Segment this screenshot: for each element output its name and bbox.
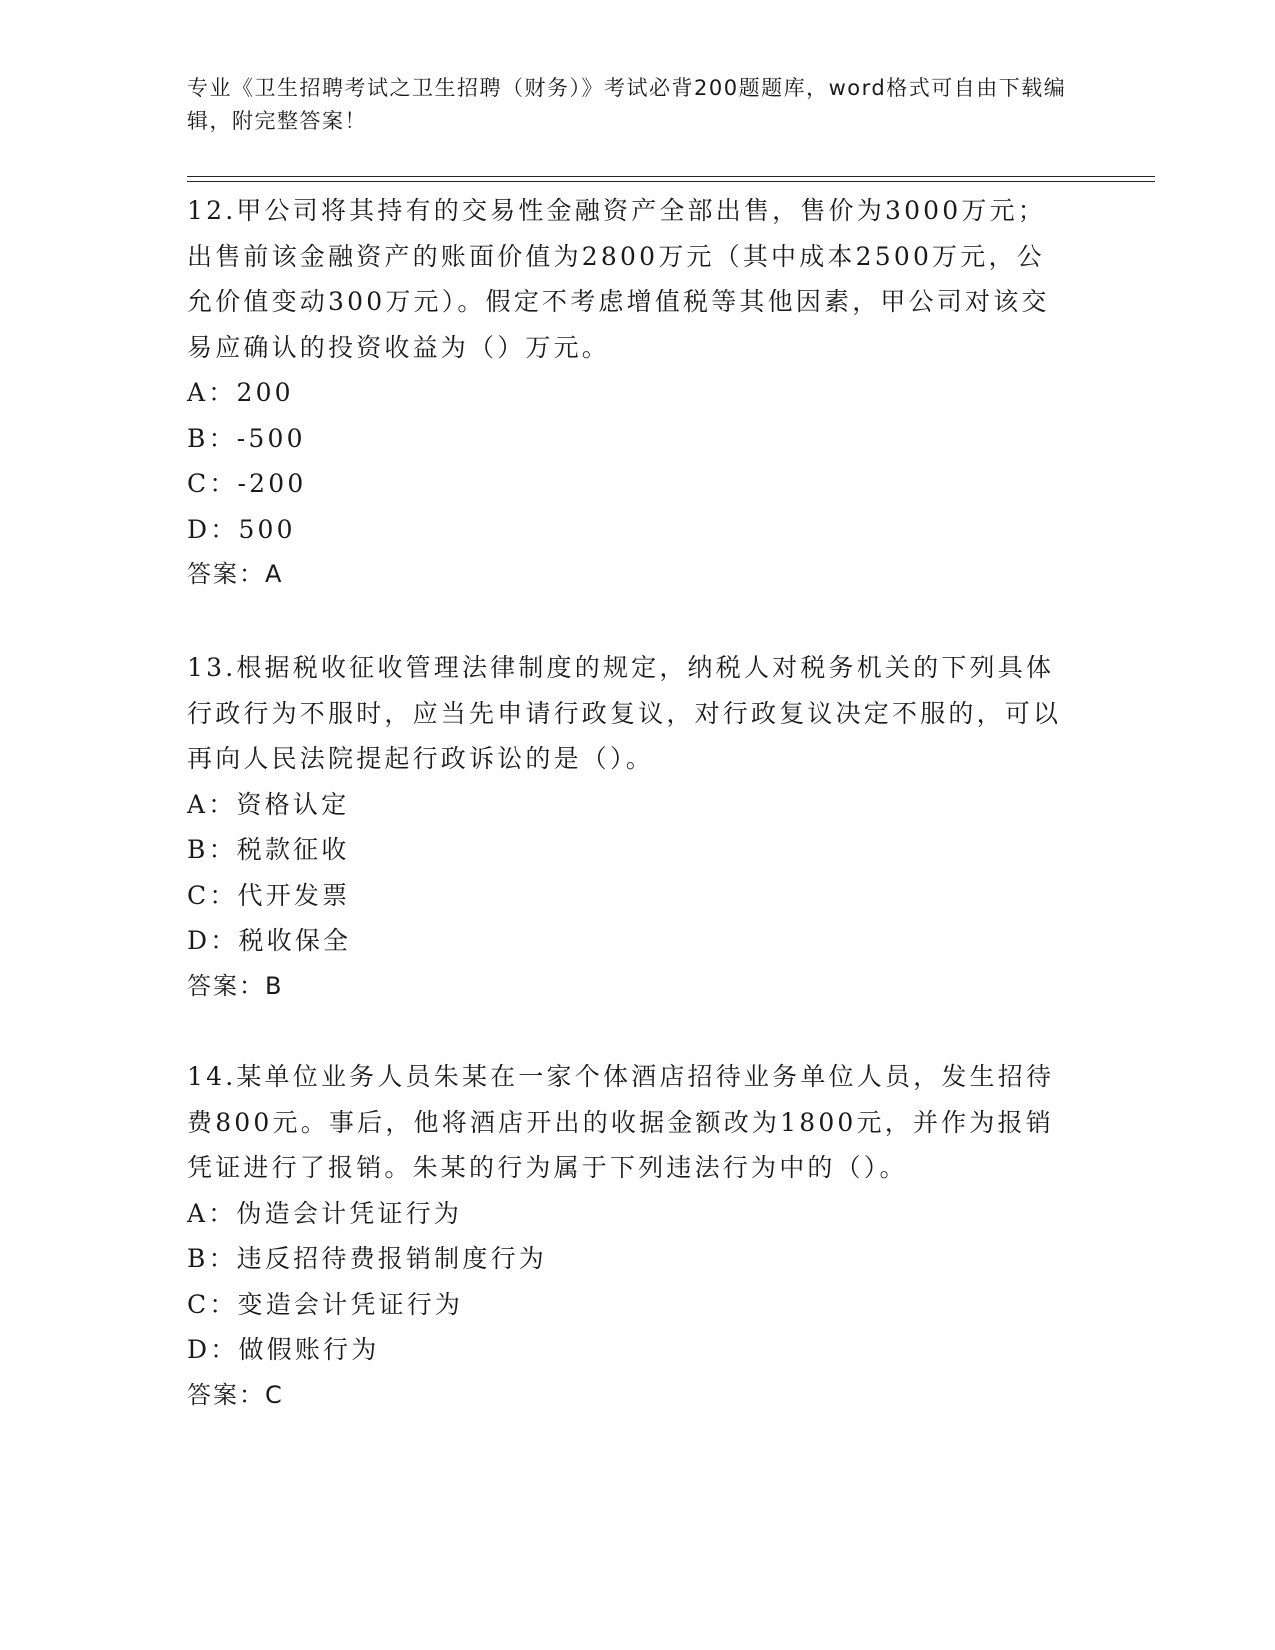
option-a bbox=[187, 370, 1067, 416]
option-text: 税款征收 bbox=[236, 835, 350, 864]
option-key: A： bbox=[187, 378, 237, 407]
option-text: 违反招待费报销制度行为 bbox=[236, 1244, 547, 1273]
question-14 bbox=[187, 1054, 1067, 1418]
option-key: D： bbox=[187, 514, 239, 544]
option-text: 500 bbox=[238, 514, 296, 544]
option-c bbox=[187, 873, 1067, 919]
option-text: 代开发票 bbox=[237, 880, 351, 910]
option-b bbox=[187, 1236, 1067, 1282]
header-divider-bottom bbox=[187, 181, 1155, 182]
option-key: C： bbox=[187, 880, 238, 910]
answer-line: 答案：A bbox=[187, 560, 284, 588]
option-text: 做假账行为 bbox=[238, 1335, 380, 1364]
option-a bbox=[187, 782, 1067, 828]
option-text: 变造会计凭证行为 bbox=[237, 1289, 464, 1319]
option-key: D： bbox=[187, 1335, 239, 1364]
option-key: B： bbox=[187, 1244, 237, 1273]
question-12 bbox=[187, 188, 1067, 598]
option-text: -200 bbox=[237, 469, 307, 498]
question-13 bbox=[187, 645, 1067, 1009]
option-key: A： bbox=[187, 1198, 237, 1228]
option-text: 伪造会计凭证行为 bbox=[236, 1198, 463, 1228]
option-text: 资格认定 bbox=[236, 789, 350, 819]
question-stem: 12.甲公司将其持有的交易性金融资产全部出售，售价为3000万元；出售前该金融资产的账面价值为2800万元（其中成本2500万元，公允价值变动300万元）。假定不考虑增值税等其他因素，甲公司对该交易应确认的投资收益为（）万元。 bbox=[187, 196, 1050, 362]
answer-line: 答案：B bbox=[187, 971, 284, 1000]
option-key: C： bbox=[187, 1289, 238, 1319]
option-c bbox=[187, 1282, 1067, 1328]
question-stem: 14.某单位业务人员朱某在一家个体酒店招待业务单位人员，发生招待费800元。事后，他将酒店开出的收据金额改为1800元，并作为报销凭证进行了报销。朱某的行为属于下列违法行为中的（）。 bbox=[187, 1062, 1055, 1182]
option-a bbox=[187, 1191, 1067, 1237]
option-text: 税收保全 bbox=[238, 926, 352, 955]
option-text: 200 bbox=[236, 378, 294, 407]
option-key: C： bbox=[187, 469, 238, 498]
header-divider-top bbox=[187, 176, 1155, 177]
option-text: -500 bbox=[236, 423, 306, 453]
option-key: B： bbox=[187, 423, 237, 453]
option-key: A： bbox=[187, 789, 237, 819]
option-d bbox=[187, 507, 1067, 553]
option-key: B： bbox=[187, 835, 237, 864]
option-b bbox=[187, 827, 1067, 873]
option-key: D： bbox=[187, 926, 239, 955]
answer-line: 答案：C bbox=[187, 1380, 284, 1409]
option-d bbox=[187, 918, 1067, 964]
option-c bbox=[187, 461, 1067, 507]
document-header: 专业《卫生招聘考试之卫生招聘（财务）》考试必背200题题库，word格式可自由下载编辑，附完整答案！ bbox=[187, 76, 1067, 133]
option-b bbox=[187, 416, 1067, 462]
question-stem: 13.根据税收征收管理法律制度的规定，纳税人对税务机关的下列具体行政行为不服时，应当先申请行政复议，对行政复议决定不服的，可以再向人民法院提起行政诉讼的是（）。 bbox=[187, 653, 1062, 773]
option-d bbox=[187, 1327, 1067, 1373]
